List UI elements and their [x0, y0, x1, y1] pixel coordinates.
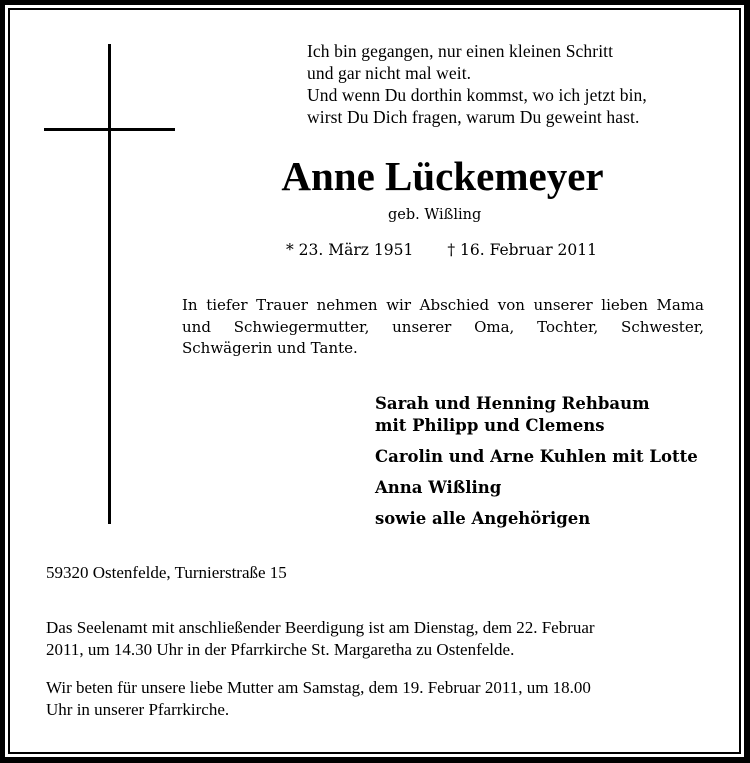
death-date: † 16. Februar 2011 [447, 241, 597, 259]
prayer-info [46, 677, 706, 721]
deceased-name: Anne Lückemeyer [281, 153, 604, 199]
family-line: Carolin und Arne Kuhlen mit Lotte [375, 447, 698, 466]
funeral-service-info [46, 617, 706, 661]
family-line: sowie alle Angehörigen [375, 509, 591, 528]
poem-line: Ich bin gegangen, nur einen kleinen Schritt [307, 41, 614, 61]
family-line: Anna Wißling [375, 478, 502, 497]
prayer-line: Wir beten für unsere liebe Mutter am Samstag, dem 19. Februar 2011, um 18.00 [46, 678, 591, 697]
family-entry [375, 393, 698, 437]
mourning-line: In tiefer Trauer nehmen wir Abschied von unserer lieben Mama [182, 296, 704, 314]
birth-date: * 23. März 1951 [286, 241, 414, 259]
maiden-name: geb. Wißling [388, 207, 482, 223]
service-line: Das Seelenamt mit anschließender Beerdigung ist am Dienstag, dem 22. Februar [46, 618, 595, 637]
family-entry [375, 477, 698, 499]
family-entry [375, 508, 698, 530]
family-line: Sarah und Henning Rehbaum [375, 394, 650, 413]
life-dates [286, 240, 597, 260]
family-line: mit Philipp und Clemens [375, 416, 605, 435]
poem-line: wirst Du Dich fragen, warum Du geweint hast. [307, 107, 640, 127]
cross-vertical-bar [108, 44, 111, 524]
poem-line: und gar nicht mal weit. [307, 63, 472, 83]
poem-line: Und wenn Du dorthin kommst, wo ich jetzt bin, [307, 85, 647, 105]
service-line: 2011, um 14.30 Uhr in der Pfarrkirche St. Margaretha zu Ostenfelde. [46, 640, 515, 659]
address: 59320 Ostenfelde, Turnierstraße 15 [46, 563, 287, 582]
cross-horizontal-bar [44, 128, 175, 131]
mourning-line: Schwägerin und Tante. [182, 339, 358, 357]
mourning-line: und Schwiegermutter, unserer Oma, Tochter, Schwester, [182, 317, 704, 336]
prayer-line: Uhr in unserer Pfarrkirche. [46, 700, 230, 719]
family-list [375, 393, 698, 539]
mourning-text [182, 295, 704, 360]
poem [307, 40, 647, 128]
family-entry [375, 446, 698, 468]
